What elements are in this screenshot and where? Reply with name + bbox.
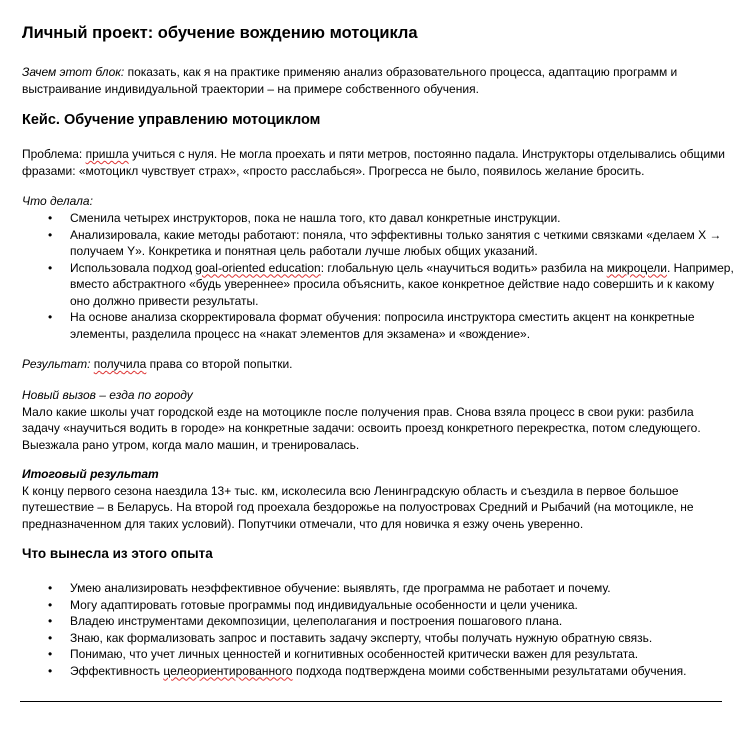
intro-label: Зачем этот блок: xyxy=(22,65,125,79)
intro-paragraph xyxy=(22,64,734,97)
lessons-list xyxy=(22,580,734,679)
lessons-heading: Что вынесла из этого опыта xyxy=(22,546,213,561)
list-item: • Использовала подход goal-oriented education: глобальную цель «научиться водить» разбила на микроцели. Например, вместо абстрактного «будь увереннее» просила объяснить, какое конкретное действие надо совершить и к какому оно должно привести результаты. xyxy=(22,260,734,310)
final-text: К концу первого сезона наездила 13+ тыс. км, исколесила всю Ленинградскую область и съездила в первое большое путешествие – в Беларусь. На второй год проехала бездорожье на полуостровах Средний и Рыбачий (на мотоцикле, не предназначенном для таких условий). Попутчики отмечали, что для новичка я езжу очень уверенно. xyxy=(22,483,694,531)
intro-text: показать, как я на практике применяю анализ образовательного процесса, адаптацию программ и выстраивание индивидуальной траектории – на примере собственного обучения. xyxy=(22,65,678,96)
result-paragraph xyxy=(22,356,734,373)
final-paragraph xyxy=(22,466,734,532)
list-item: • Понимаю, что учет личных ценностей и когнитивных особенностей критически важен для результата. xyxy=(22,646,734,663)
spellcheck-word: пришла xyxy=(85,147,129,161)
did-label: Что делала: xyxy=(22,194,93,208)
problem-label: Проблема: xyxy=(22,147,86,161)
result-text: права со второй попытки. xyxy=(146,357,293,371)
list-item: • Умею анализировать неэффективное обучение: выявлять, где программа не работает и почему. xyxy=(22,580,734,597)
final-label: Итоговый результат xyxy=(22,467,159,481)
challenge-text: Мало какие школы учат городской езде на мотоцикле после получения прав. Снова взяла процесс в свои руки: разбила задачу «научиться водить в городе» на конкретные задачи: освоить проезд конкретного перекрестка, потом следующего. Выезжала рано утром, когда мало машин, и тренировалась. xyxy=(22,404,701,452)
page-title: Личный проект: обучение вождению мотоцикла xyxy=(22,24,418,42)
bottom-divider xyxy=(20,701,722,702)
challenge-paragraph xyxy=(22,387,734,453)
challenge-label: Новый вызов – езда по городу xyxy=(22,388,193,402)
list-item: • Анализировала, какие методы работают: поняла, что эффективны только занятия с четкими связками «делаем X → получаем Y». Конкретика и понятная цель работали лучше любых общих указаний. xyxy=(22,227,734,260)
list-item: • Владею инструментами декомпозиции, целеполагания и построения пошагового плана. xyxy=(22,613,734,630)
list-item: • Могу адаптировать готовые программы под индивидуальные особенности и цели ученика. xyxy=(22,597,734,614)
list-item: • Сменила четырех инструкторов, пока не нашла того, кто давал конкретные инструкции. xyxy=(22,210,734,227)
spellcheck-word: получила xyxy=(93,357,147,371)
list-item: • На основе анализа скорректировала формат обучения: попросила инструктора сместить акцент на конкретные элементы, разделила процесс на «накат элементов для экзамена» и «вождение». xyxy=(22,309,734,342)
list-item: • Знаю, как формализовать запрос и поставить задачу эксперту, чтобы получать нужную обратную связь. xyxy=(22,630,734,647)
result-label: Результат: xyxy=(22,357,91,371)
did-list xyxy=(22,210,734,342)
list-item: • Эффективность целеориентированного подхода подтверждена моими собственными результатами обучения. xyxy=(22,663,734,680)
problem-text: учиться с нуля. Не могла проехать и пяти метров, постоянно падала. Инструкторы отделывались общими фразами: «мотоцикл чувствует страх», «просто расслабься». Прогресса не было, появилось желание бросить. xyxy=(22,147,726,178)
problem-paragraph xyxy=(22,146,734,179)
case-heading: Кейс. Обучение управлению мотоциклом xyxy=(22,112,321,128)
